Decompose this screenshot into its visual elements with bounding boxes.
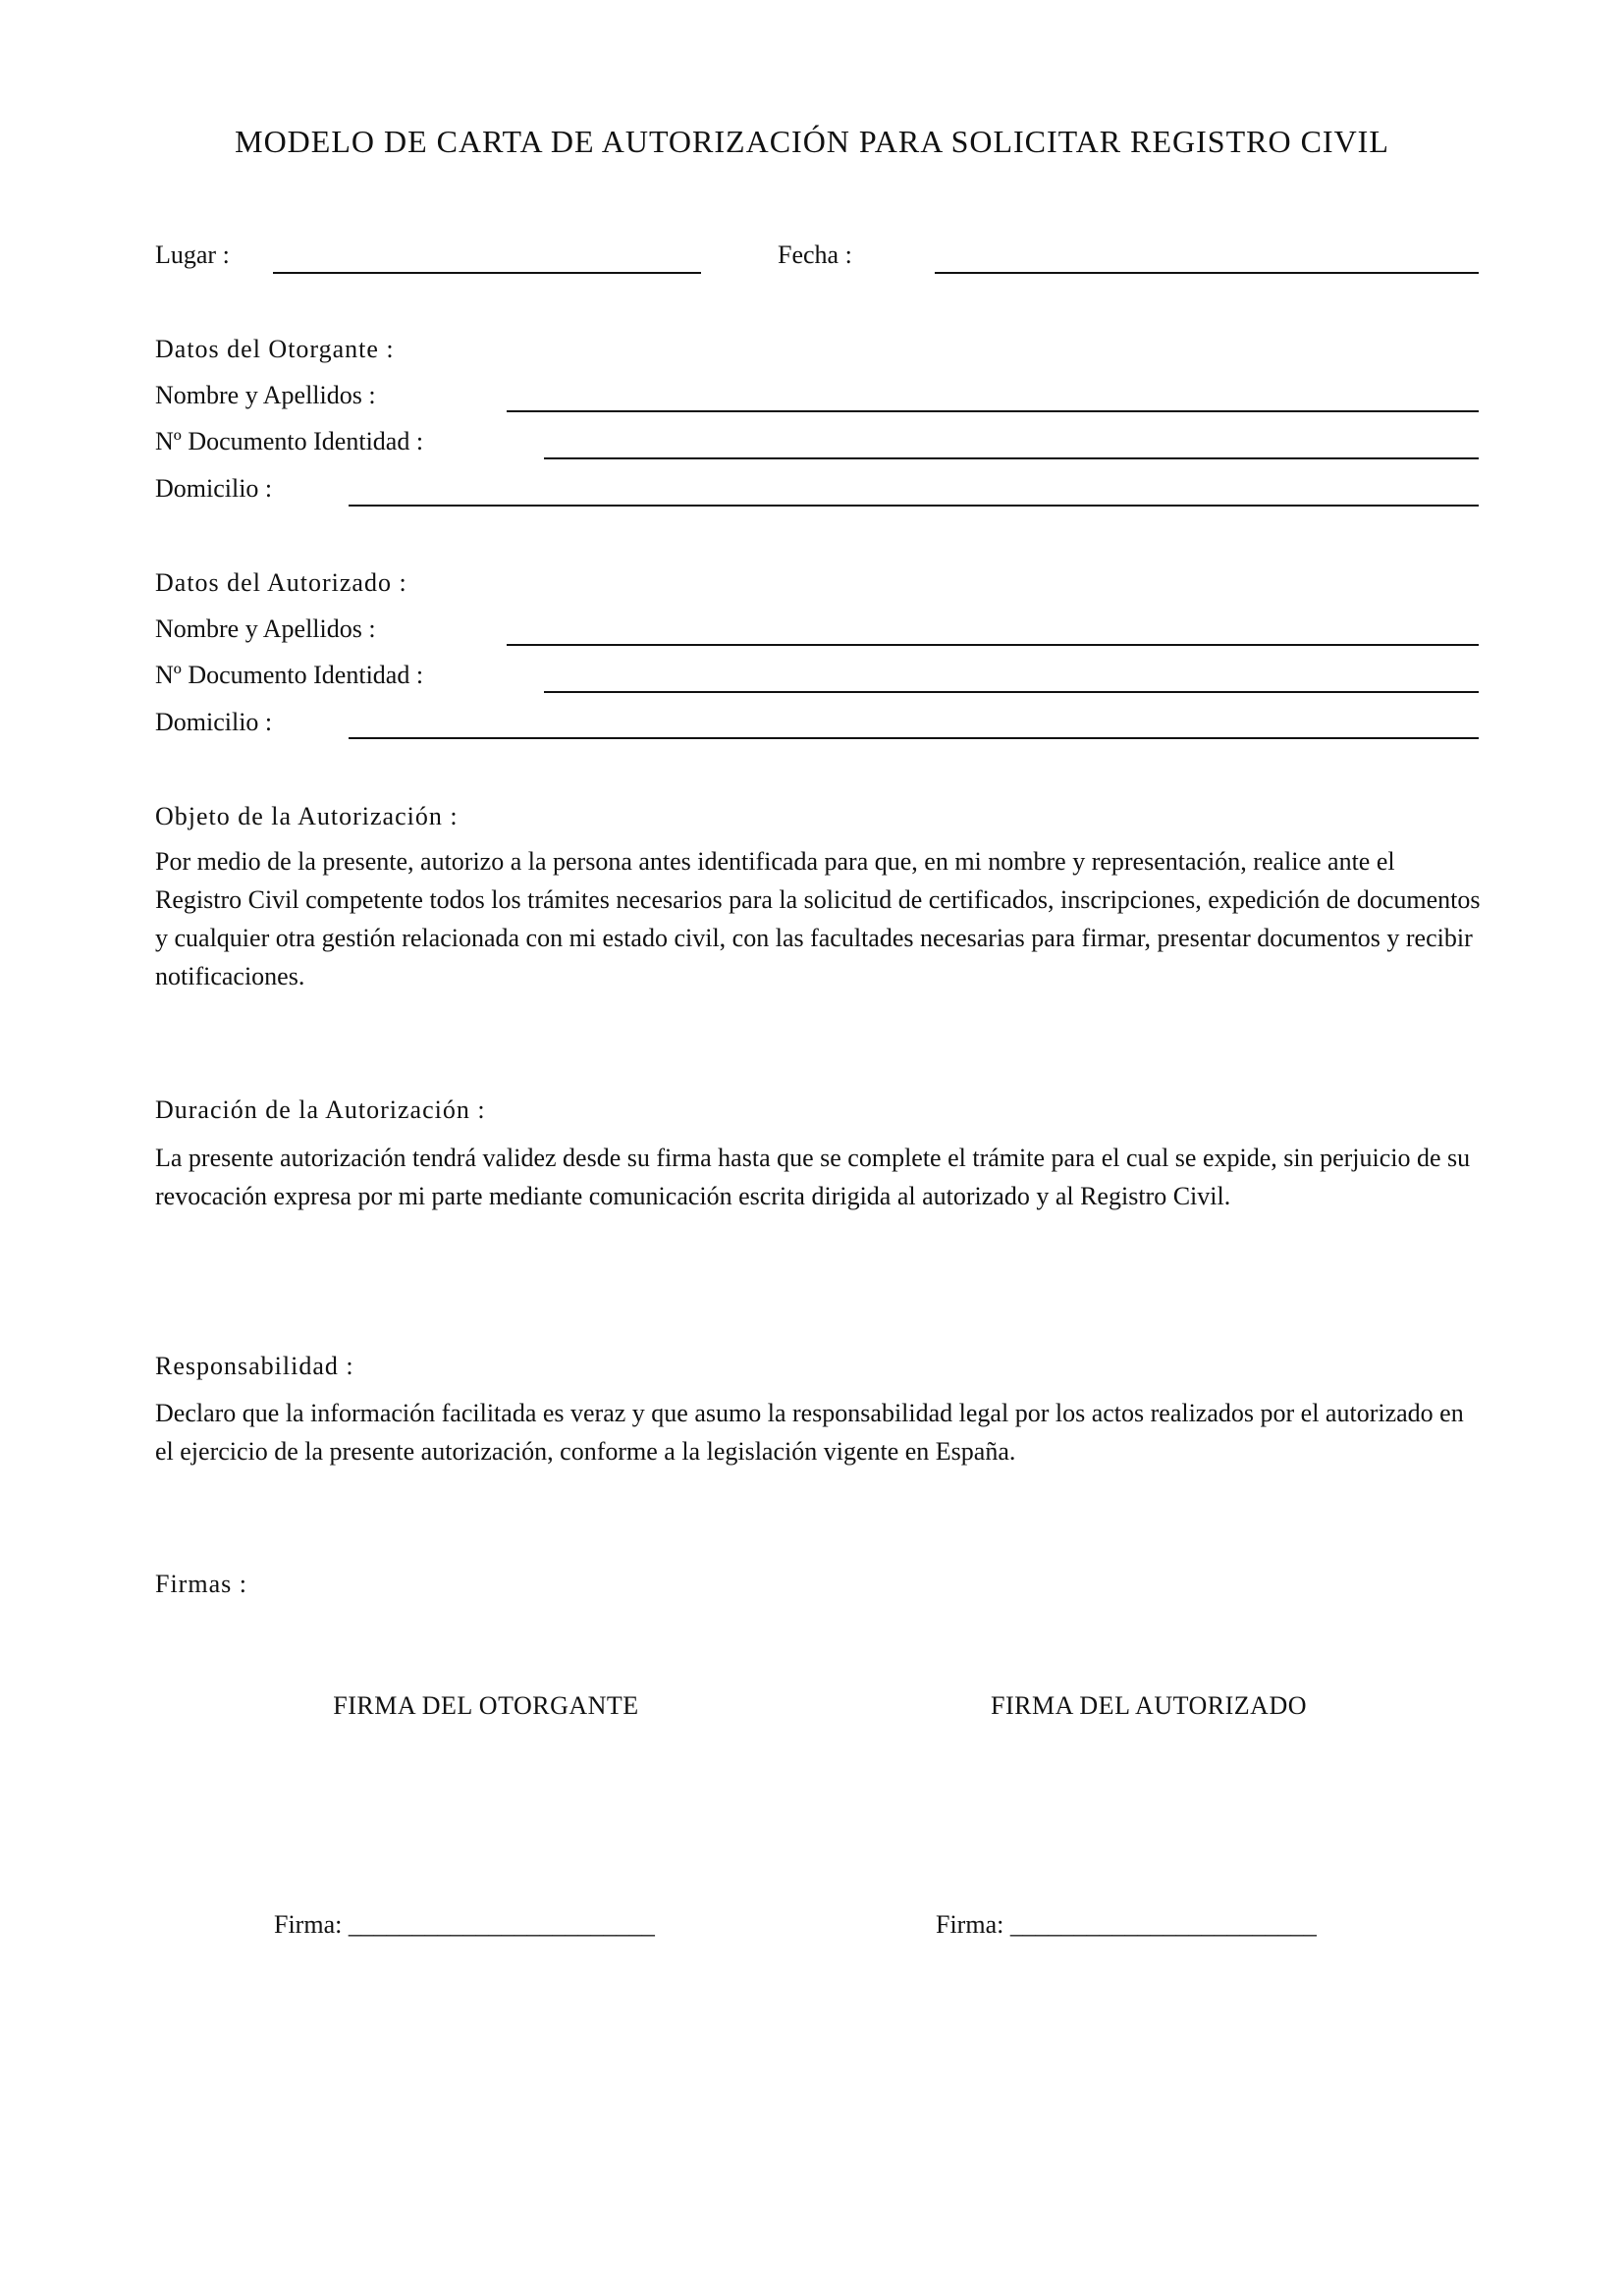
lugar-label: Lugar : [155, 240, 230, 269]
duracion-heading: Duración de la Autorización : [155, 1095, 486, 1124]
autorizado-nombre-line[interactable] [507, 644, 1479, 646]
otorgante-domicilio-line[interactable] [349, 505, 1479, 507]
firma-autorizado-label: FIRMA DEL AUTORIZADO [990, 1691, 1307, 1720]
duracion-paragraph: La presente autorización tendrá validez desde su firma hasta que se complete el trámite para el cual se expide, sin perjuicio de su revocación expresa por mi parte mediante comunicación escrita dirigida al autorizado y al Registro Civil. [155, 1144, 1471, 1210]
lugar-field-line[interactable] [273, 272, 701, 274]
firmas-heading: Firmas : [155, 1570, 247, 1598]
autorizado-heading: Datos del Autorizado : [155, 568, 407, 597]
otorgante-domicilio-label: Domicilio : [155, 474, 273, 503]
autorizado-domicilio-line[interactable] [349, 737, 1479, 739]
fecha-label: Fecha : [778, 240, 852, 269]
firma-otorgante-line[interactable]: Firma: ________________________ [274, 1910, 655, 1939]
autorizado-documento-label: Nº Documento Identidad : [155, 661, 424, 689]
otorgante-nombre-label: Nombre y Apellidos : [155, 381, 376, 409]
otorgante-documento-label: Nº Documento Identidad : [155, 427, 424, 455]
responsabilidad-paragraph: Declaro que la información facilitada es veraz y que asumo la responsabilidad legal por los actos realizados por el autorizado en el ejercicio de la presente autorización, conforme a la legislación vigente en España. [155, 1399, 1464, 1466]
firma-autorizado-line[interactable]: Firma: ________________________ [936, 1910, 1317, 1939]
otorgante-heading: Datos del Otorgante : [155, 335, 395, 363]
document-title: MODELO DE CARTA DE AUTORIZACIÓN PARA SOLICITAR REGISTRO CIVIL [235, 124, 1389, 159]
firma-otorgante-label: FIRMA DEL OTORGANTE [333, 1691, 639, 1720]
otorgante-documento-line[interactable] [544, 457, 1479, 459]
fecha-field-line[interactable] [935, 272, 1479, 274]
autorizado-nombre-label: Nombre y Apellidos : [155, 614, 376, 643]
autorizado-documento-line[interactable] [544, 691, 1479, 693]
objeto-heading: Objeto de la Autorización : [155, 802, 459, 830]
autorizado-domicilio-label: Domicilio : [155, 708, 273, 736]
otorgante-nombre-line[interactable] [507, 410, 1479, 412]
objeto-paragraph: Por medio de la presente, autorizo a la persona antes identificada para que, en mi nombre y representación, realice ante el Registro Civil competente todos los trámites necesarios para la solicitud de certificados, inscripciones, expedición de documentos y cualquier otra gestión relacionada con mi estado civil, con las facultades necesarias para firmar, presentar documentos y recibir notificaciones. [155, 847, 1481, 990]
responsabilidad-heading: Responsabilidad : [155, 1352, 354, 1380]
